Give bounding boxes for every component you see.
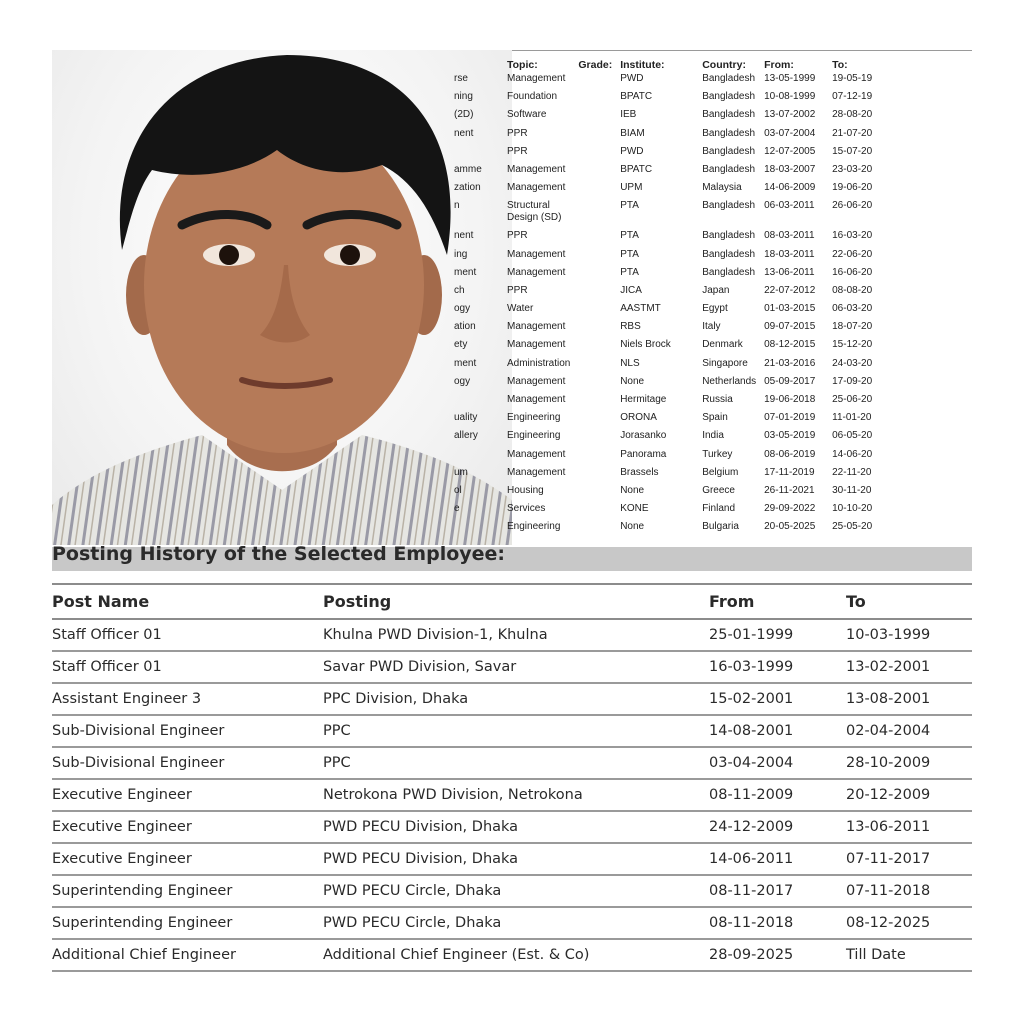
training-history-panel: [454, 50, 972, 547]
training-row: [450, 339, 898, 357]
posting-from-cell: 08-11-2018: [709, 907, 846, 939]
posting-rows: [52, 619, 972, 971]
training-country-cell: Bangladesh: [702, 91, 756, 103]
training-topic-cell: Management: [507, 321, 566, 333]
posting-post-name-cell: Executive Engineer: [52, 843, 323, 875]
training-grade-cell: [574, 376, 616, 394]
training-institute-cell: AASTMT: [620, 303, 661, 315]
training-from-cell: 29-09-2022: [764, 503, 816, 515]
posting-header-row: [52, 584, 972, 619]
posting-to-cell: 07-11-2018: [846, 875, 972, 907]
training-institute-cell: PTA: [620, 230, 639, 242]
posting-from-cell: 24-12-2009: [709, 811, 846, 843]
training-topic-cell: Engineering: [507, 521, 561, 533]
training-to-cell: 11-01-20: [832, 412, 872, 424]
training-from-cell: 17-11-2019: [764, 466, 815, 478]
training-to-cell: 22-06-20: [832, 248, 873, 260]
training-row: [450, 521, 898, 539]
training-row: [450, 485, 898, 503]
training-course-cell: nent: [454, 230, 474, 242]
training-country-cell: Italy: [702, 321, 721, 333]
posting-post-name-cell: Executive Engineer: [52, 779, 323, 811]
training-row: [450, 430, 898, 448]
from-header: From: [709, 584, 846, 619]
posting-posting-cell: PPC: [323, 747, 709, 779]
training-grade-cell: [574, 412, 616, 430]
training-row: [450, 376, 898, 394]
training-grade-cell: [574, 430, 616, 448]
posting-post-name-cell: Additional Chief Engineer: [52, 939, 323, 971]
training-course-cell: ment: [454, 357, 477, 369]
training-country-cell: Bangladesh: [702, 127, 756, 139]
posting-to-cell: 07-11-2017: [846, 843, 972, 875]
training-grade-cell: [574, 230, 616, 248]
posting-posting-cell: PWD PECU Division, Dhaka: [323, 811, 709, 843]
training-topic-cell: Management: [507, 73, 566, 84]
training-grade-cell: [574, 164, 616, 182]
training-course-cell: rse: [454, 73, 468, 84]
posting-from-cell: 25-01-1999: [709, 619, 846, 651]
to-header: To: [846, 584, 972, 619]
training-country-cell: Bangladesh: [702, 73, 756, 84]
training-from-cell: 14-06-2009: [764, 182, 816, 194]
training-to-cell: 26-06-20: [832, 200, 873, 212]
posting-row: [52, 683, 972, 715]
portrait-illustration: [52, 50, 512, 545]
employee-photo: [52, 50, 512, 545]
training-to-cell: 28-08-20: [832, 109, 873, 121]
posting-header: Posting: [323, 584, 709, 619]
topic-header: Topic:: [507, 59, 538, 71]
training-to-cell: 16-06-20: [832, 266, 873, 278]
posting-row: [52, 779, 972, 811]
training-grade-cell: [574, 128, 616, 146]
training-institute-cell: IEB: [620, 109, 637, 121]
training-course-cell: ation: [454, 321, 476, 333]
posting-from-cell: 28-09-2025: [709, 939, 846, 971]
training-grade-cell: [574, 200, 616, 230]
training-country-cell: Turkey: [702, 448, 733, 460]
training-row: [450, 182, 898, 200]
training-table: [450, 57, 898, 540]
training-course-cell: ing: [454, 248, 468, 260]
training-topic-cell: Water: [507, 303, 534, 315]
posting-to-cell: Till Date: [846, 939, 972, 971]
training-topic-cell: Software: [507, 109, 547, 121]
training-row: [450, 358, 898, 376]
training-country-cell: Bangladesh: [702, 230, 756, 242]
training-from-cell: 03-05-2019: [764, 430, 816, 442]
posting-post-name-cell: Executive Engineer: [52, 811, 323, 843]
training-from-cell: 10-08-1999: [764, 91, 816, 103]
training-institute-cell: JICA: [620, 284, 642, 296]
training-grade-cell: [574, 449, 616, 467]
training-institute-cell: RBS: [620, 321, 641, 333]
training-course-cell: nent: [454, 127, 474, 139]
training-course-cell: zation: [454, 182, 481, 194]
training-grade-cell: [574, 521, 616, 539]
training-to-cell: 16-03-20: [832, 230, 873, 242]
training-grade-cell: [574, 267, 616, 285]
training-grade-cell: [574, 394, 616, 412]
training-to-cell: 15-07-20: [832, 145, 873, 157]
training-row: [450, 267, 898, 285]
training-topic-cell: PPR: [507, 145, 528, 157]
training-topic-cell: PPR: [507, 284, 528, 296]
training-row: [450, 303, 898, 321]
training-from-cell: 13-07-2002: [764, 109, 816, 121]
training-row: [450, 321, 898, 339]
training-topic-cell: Housing: [507, 484, 544, 496]
training-from-cell: 07-01-2019: [764, 412, 816, 424]
training-to-cell: 14-06-20: [832, 448, 873, 460]
training-institute-cell: NLS: [620, 357, 640, 369]
training-institute-cell: PWD: [620, 145, 644, 157]
posting-from-cell: 14-06-2011: [709, 843, 846, 875]
training-to-cell: 18-07-20: [832, 321, 873, 333]
training-grade-cell: [574, 146, 616, 164]
training-to-cell: 19-05-19: [832, 73, 873, 84]
posting-from-cell: 14-08-2001: [709, 715, 846, 747]
training-topic-cell: Management: [507, 339, 566, 351]
posting-row: [52, 843, 972, 875]
training-course-cell: ch: [454, 284, 465, 296]
training-institute-cell: Jorasanko: [620, 430, 667, 442]
training-institute-cell: PTA: [620, 200, 639, 212]
training-course-cell: ol: [454, 484, 462, 496]
training-country-cell: Bangladesh: [702, 266, 756, 278]
training-course-cell: (2D): [454, 109, 474, 121]
training-institute-cell: PTA: [620, 248, 639, 260]
training-to-cell: 08-08-20: [832, 284, 873, 296]
posting-to-cell: 13-08-2001: [846, 683, 972, 715]
posting-to-cell: 20-12-2009: [846, 779, 972, 811]
posting-to-cell: 02-04-2004: [846, 715, 972, 747]
posting-posting-cell: PWD PECU Division, Dhaka: [323, 843, 709, 875]
training-institute-cell: Niels Brock: [620, 339, 671, 351]
training-topic-cell: Administration: [507, 357, 571, 369]
training-to-cell: 07-12-19: [832, 91, 873, 103]
training-from-cell: 08-06-2019: [764, 448, 816, 460]
training-row: [450, 128, 898, 146]
training-country-cell: Bangladesh: [702, 200, 756, 212]
posting-post-name-cell: Staff Officer 01: [52, 651, 323, 683]
institute-header: Institute:: [620, 59, 665, 71]
training-institute-cell: UPM: [620, 182, 643, 194]
training-grade-cell: [574, 503, 616, 521]
training-course-cell: allery: [454, 430, 478, 442]
course-header: [450, 57, 503, 73]
posting-posting-cell: Additional Chief Engineer (Est. & Co): [323, 939, 709, 971]
training-to-cell: 10-10-20: [832, 503, 873, 515]
training-country-cell: Malaysia: [702, 182, 742, 194]
training-row: [450, 394, 898, 412]
training-course-cell: uality: [454, 412, 478, 424]
training-institute-cell: Brassels: [620, 466, 659, 478]
training-to-cell: 25-05-20: [832, 521, 873, 533]
training-row: [450, 230, 898, 248]
training-grade-cell: [574, 321, 616, 339]
training-row: [450, 109, 898, 127]
posting-post-name-cell: Staff Officer 01: [52, 619, 323, 651]
training-grade-cell: [574, 91, 616, 109]
training-row: [450, 200, 898, 230]
training-to-cell: 15-12-20: [832, 339, 873, 351]
training-institute-cell: BPATC: [620, 91, 653, 103]
training-topic-cell: Management: [507, 394, 566, 405]
training-to-cell: 19-06-20: [832, 182, 873, 194]
training-course-cell: um: [454, 466, 468, 478]
training-country-cell: Netherlands: [702, 375, 757, 387]
training-topic-cell: Management: [507, 266, 566, 278]
training-course-cell: ment: [454, 266, 477, 278]
posting-posting-cell: PPC Division, Dhaka: [323, 683, 709, 715]
training-row: [450, 467, 898, 485]
training-course-cell: ogy: [454, 375, 471, 387]
to-header: To:: [832, 59, 848, 71]
posting-row: [52, 907, 972, 939]
training-grade-cell: [574, 485, 616, 503]
training-to-cell: 17-09-20: [832, 375, 873, 387]
posting-to-cell: 13-02-2001: [846, 651, 972, 683]
training-grade-cell: [574, 339, 616, 357]
posting-row: [52, 651, 972, 683]
training-topic-cell: Management: [507, 182, 566, 194]
training-institute-cell: PTA: [620, 266, 639, 278]
training-course-cell: amme: [454, 163, 482, 175]
training-topic-cell: Management: [507, 375, 566, 387]
posting-history-title: Posting History of the Selected Employee:: [52, 543, 506, 565]
training-country-cell: Finland: [702, 503, 736, 515]
training-institute-cell: BIAM: [620, 127, 645, 139]
posting-post-name-cell: Superintending Engineer: [52, 907, 323, 939]
posting-post-name-cell: Superintending Engineer: [52, 875, 323, 907]
posting-from-cell: 16-03-1999: [709, 651, 846, 683]
training-row: [450, 412, 898, 430]
posting-to-cell: 08-12-2025: [846, 907, 972, 939]
training-topic-cell: Services: [507, 503, 546, 515]
training-from-cell: 26-11-2021: [764, 484, 815, 496]
training-grade-cell: [574, 182, 616, 200]
posting-to-cell: 13-06-2011: [846, 811, 972, 843]
training-topic-cell: PPR: [507, 127, 528, 139]
posting-row: [52, 747, 972, 779]
posting-post-name-cell: Sub-Divisional Engineer: [52, 747, 323, 779]
training-country-cell: Denmark: [702, 339, 743, 351]
posting-posting-cell: Savar PWD Division, Savar: [323, 651, 709, 683]
training-to-cell: 21-07-20: [832, 127, 873, 139]
training-from-cell: 05-09-2017: [764, 375, 816, 387]
training-country-cell: Bangladesh: [702, 109, 756, 121]
training-topic-cell: Management: [507, 248, 566, 260]
training-topic-cell: Structural Design (SD): [507, 200, 562, 224]
training-country-cell: Bulgaria: [702, 521, 739, 533]
posting-to-cell: 28-10-2009: [846, 747, 972, 779]
training-country-cell: Bangladesh: [702, 163, 756, 175]
training-from-cell: 20-05-2025: [764, 521, 816, 533]
posting-from-cell: 08-11-2017: [709, 875, 846, 907]
training-course-cell: ogy: [454, 303, 471, 315]
training-course-cell: [450, 449, 503, 467]
training-topic-cell: Engineering: [507, 430, 561, 442]
training-from-cell: 13-05-1999: [764, 73, 816, 84]
training-from-cell: 21-03-2016: [764, 357, 816, 369]
training-institute-cell: PWD: [620, 73, 644, 84]
training-course-cell: n: [454, 200, 460, 212]
training-from-cell: 03-07-2004: [764, 127, 816, 139]
training-grade-cell: [574, 285, 616, 303]
training-from-cell: 13-06-2011: [764, 266, 815, 278]
grade-header: Grade:: [578, 59, 613, 71]
training-row: [450, 449, 898, 467]
posting-from-cell: 15-02-2001: [709, 683, 846, 715]
training-country-cell: Japan: [702, 284, 730, 296]
posting-posting-cell: PWD PECU Circle, Dhaka: [323, 907, 709, 939]
training-course-cell: [450, 521, 503, 539]
training-institute-cell: KONE: [620, 503, 649, 515]
training-institute-cell: BPATC: [620, 163, 653, 175]
training-country-cell: India: [702, 430, 724, 442]
training-topic-cell: Management: [507, 163, 566, 175]
posting-row: [52, 715, 972, 747]
training-to-cell: 25-06-20: [832, 394, 873, 405]
training-country-cell: Egypt: [702, 303, 728, 315]
training-from-cell: 01-03-2015: [764, 303, 816, 315]
training-topic-cell: Management: [507, 448, 566, 460]
training-from-cell: 18-03-2011: [764, 248, 815, 260]
training-grade-cell: [574, 358, 616, 376]
posting-row: [52, 811, 972, 843]
training-course-cell: [450, 146, 503, 164]
posting-from-cell: 03-04-2004: [709, 747, 846, 779]
training-topic-cell: Foundation: [507, 91, 558, 103]
training-grade-cell: [574, 73, 616, 91]
training-country-cell: Singapore: [702, 357, 748, 369]
training-to-cell: 06-03-20: [832, 303, 873, 315]
training-to-cell: 22-11-20: [832, 466, 872, 478]
training-country-cell: Belgium: [702, 466, 739, 478]
posting-posting-cell: Netrokona PWD Division, Netrokona: [323, 779, 709, 811]
training-row: [450, 146, 898, 164]
training-from-cell: 18-03-2007: [764, 163, 816, 175]
posting-post-name-cell: Assistant Engineer 3: [52, 683, 323, 715]
training-from-cell: 09-07-2015: [764, 321, 816, 333]
country-header: Country:: [702, 59, 746, 71]
from-header: From:: [764, 59, 794, 71]
training-row: [450, 503, 898, 521]
training-institute-cell: None: [620, 521, 645, 533]
training-to-cell: 30-11-20: [832, 484, 872, 496]
training-topic-cell: PPR: [507, 230, 528, 242]
training-country-cell: Bangladesh: [702, 248, 756, 260]
training-from-cell: 22-07-2012: [764, 284, 816, 296]
training-country-cell: Russia: [702, 394, 733, 405]
training-course-cell: ety: [454, 339, 468, 351]
training-from-cell: 08-12-2015: [764, 339, 816, 351]
training-row: [450, 285, 898, 303]
training-institute-cell: Panorama: [620, 448, 667, 460]
training-to-cell: 23-03-20: [832, 163, 873, 175]
posting-history-table: [52, 583, 972, 972]
training-header-row: [450, 57, 898, 73]
training-row: [450, 164, 898, 182]
training-from-cell: 19-06-2018: [764, 394, 816, 405]
training-country-cell: Bangladesh: [702, 145, 756, 157]
training-from-cell: 12-07-2005: [764, 145, 816, 157]
training-country-cell: Greece: [702, 484, 735, 496]
training-course-cell: e: [454, 503, 460, 515]
training-course-cell: [450, 394, 503, 412]
posting-posting-cell: PWD PECU Circle, Dhaka: [323, 875, 709, 907]
training-topic-cell: Engineering: [507, 412, 561, 424]
posting-posting-cell: PPC: [323, 715, 709, 747]
training-row: [450, 249, 898, 267]
training-institute-cell: Hermitage: [620, 394, 667, 405]
training-grade-cell: [574, 109, 616, 127]
training-grade-cell: [574, 303, 616, 321]
training-course-cell: ning: [454, 91, 473, 103]
posting-to-cell: 10-03-1999: [846, 619, 972, 651]
posting-post-name-cell: Sub-Divisional Engineer: [52, 715, 323, 747]
training-from-cell: 06-03-2011: [764, 200, 815, 212]
training-row: [450, 91, 898, 109]
training-grade-cell: [574, 467, 616, 485]
training-institute-cell: None: [620, 375, 645, 387]
posting-row: [52, 619, 972, 651]
posting-row: [52, 875, 972, 907]
training-topic-cell: Management: [507, 466, 566, 478]
training-grade-cell: [574, 249, 616, 267]
training-institute-cell: None: [620, 484, 645, 496]
training-to-cell: 24-03-20: [832, 357, 873, 369]
training-from-cell: 08-03-2011: [764, 230, 815, 242]
training-to-cell: 06-05-20: [832, 430, 873, 442]
training-institute-cell: ORONA: [620, 412, 657, 424]
training-country-cell: Spain: [702, 412, 728, 424]
post-name-header: Post Name: [52, 584, 323, 619]
training-row: [450, 73, 898, 91]
posting-from-cell: 08-11-2009: [709, 779, 846, 811]
posting-posting-cell: Khulna PWD Division-1, Khulna: [323, 619, 709, 651]
training-rows: [450, 73, 898, 540]
posting-row: [52, 939, 972, 971]
